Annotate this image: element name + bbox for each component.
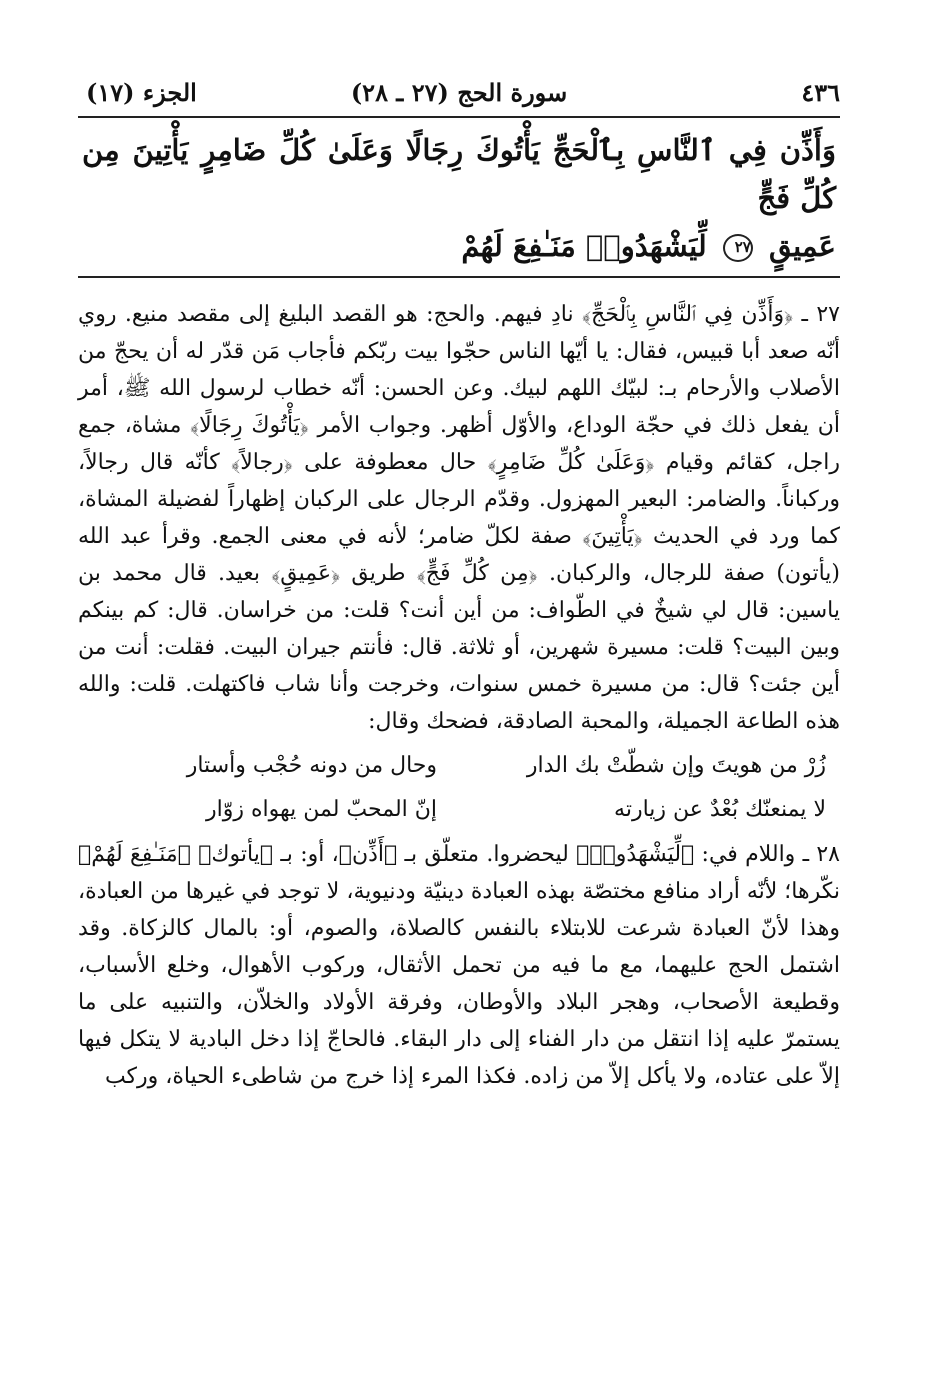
verse-number-marker: ٢٧ bbox=[723, 234, 753, 262]
surah-title: سورة الحج (٢٧ ـ ٢٨) bbox=[350, 78, 568, 107]
tafsir-commentary bbox=[78, 278, 840, 1095]
commentary-paragraph-27: ٢٧ ـ ﴿وَأَذِّن فِي ٱلنَّاسِ بِٱلْحَجِّ﴾ نادِ فيهم. والحج: هو القصد البليغ إلى مقصد منيع. روي أنّه صعد أبا قبيس، فقال: يا أيّها الناس حجّوا بيت ربّكم فأجاب مَن قدّر له أن يحجّ من الأصلاب والأرحام بـ: لبيّك اللهم لبيك. وعن الحسن: أنّه خطاب لرسول الله ﷺ، أمر أن يفعل ذلك في حجّة الوداع، والأوّل أظهر. وجواب الأمر ﴿يَأْتُوكَ رِجَالًا﴾ مشاة، جمع راجل، كقائم وقيام ﴿وَعَلَىٰ كُلِّ ضَامِرٍ﴾ حال معطوفة على ﴿رجالاً﴾ كأنّه قال رجالاً، وركباناً. والضامر: البعير المهزول. وقدّم الرجال على الركبان إظهاراً لفضيلة المشاة، كما ورد في الحديث ﴿يَأْتِينَ﴾ صفة لكلّ ضامر؛ لأنه في معنى الجمع. وقرأ عبد الله (يأتون) صفة للرجال، والركبان. ﴿مِن كُلِّ فَجٍّ﴾ طريق ﴿عَمِيقٍ﴾ بعيد. قال محمد بن ياسين: قال لي شيخٌ في الطّواف: من أين أنت؟ قلت: من خراسان. قال: كم بينكم وبين البيت؟ قلت: مسيرة شهرين، أو ثلاثة. قال: فأنتم جيران البيت. فقلت: أنت من أين جئت؟ قال: من مسيرة خمس سنوات، وخرجت وأنا شاب فاكتهلت. قلت: والله هذه الطاعة الجميلة، والمحبة الصادقة، فضحك وقال: bbox=[78, 302, 840, 734]
verse-line-2-start: عَمِيقٍ bbox=[768, 229, 836, 263]
poem-first-hemistich: لا يمنعنّك بُعْدٌ عن زيارته bbox=[614, 797, 826, 822]
page-number: ٤٣٦ bbox=[801, 78, 840, 107]
verse-line-2 bbox=[82, 222, 836, 270]
page-header bbox=[78, 72, 840, 116]
verse-line-2-end: لِّيَشْهَدُوا۟ مَنَـٰفِعَ لَهُمْ bbox=[461, 229, 707, 263]
commentary-paragraph-28: ٢٨ ـ واللام في: ﴿لِّيَشْهَدُوا۟﴾ ليحضروا. متعلّق بـ ﴿أَذِّن﴾، أو: بـ ﴿يأتوك﴾ ﴿مَنَـٰفِعَ لَهُمْ﴾ نكّرها؛ لأنّه أراد منافع مختصّة بهذه العبادة دينيّة ودنيوية، لا توجد في غيرها من العبادة، وهذا لأنّ العبادة شرعت للابتلاء بالنفس كالصلاة، والصوم، أو: بالمال كالزكاة. وقد اشتمل الحج عليهما، مع ما فيه من تحمل الأثقال، وركوب الأهوال، وخلع الأسباب، وقطيعة الأصحاب، وهجر البلاد والأوطان، وفرقة الأولاد والخلاّن، والتنبيه على ما يستمرّ عليه إذا انتقل من دار الفناء إلى دار البقاء. فالحاجّ إذا دخل البادية لا يتكل فيها إلاّ على عتاده، ولا يأكل إلاّ من زاده. فكذا المرء إذا خرج من شاطىء الحياة، وركب bbox=[78, 842, 840, 1089]
poem-line bbox=[78, 788, 840, 832]
quran-verse-block bbox=[78, 118, 840, 276]
verse-line-1: وَأَذِّن فِي ٱلنَّاسِ بِٱلْحَجِّ يَأْتُوكَ رِجَالًا وَعَلَىٰ كُلِّ ضَامِرٍ يَأْتِينَ مِن كُلِّ فَجٍّ bbox=[82, 133, 836, 215]
juz-label: الجزء (١٧) bbox=[86, 78, 197, 107]
book-page bbox=[78, 72, 840, 1372]
poem-second-hemistich: إنّ المحبّ لمن يهواه زوّار bbox=[206, 797, 438, 822]
poem-block bbox=[78, 744, 840, 832]
poem-first-hemistich: زُرْ من هويتَ وإن شطّتْ بك الدار bbox=[526, 753, 826, 778]
poem-second-hemistich: وحال من دونه حُجْب وأستار bbox=[186, 753, 438, 778]
poem-line bbox=[78, 744, 840, 788]
